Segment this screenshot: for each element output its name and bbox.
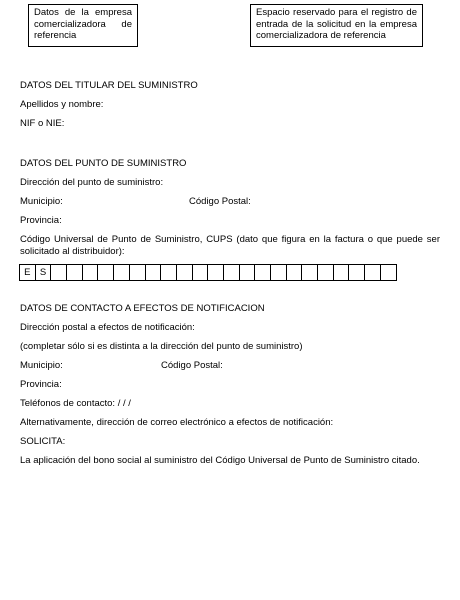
cups-cell[interactable] [365, 264, 381, 281]
cups-cell[interactable] [193, 264, 209, 281]
contact-address-label[interactable]: Dirección postal a efectos de notificación: [20, 322, 195, 333]
cups-cell[interactable] [255, 264, 271, 281]
name-label[interactable]: Apellidos y nombre: [20, 99, 104, 110]
cups-cell[interactable] [208, 264, 224, 281]
contact-address-note: (completar sólo si es distinta a la dirección del punto de suministro) [20, 341, 303, 352]
cups-cell[interactable] [240, 264, 256, 281]
supply-province-label[interactable]: Provincia: [20, 215, 62, 226]
cups-cell[interactable] [130, 264, 146, 281]
request-heading: SOLICITA: [20, 436, 66, 447]
cups-description: Código Universal de Punto de Suministro, CUPS (dato que figura en la factura o que puede ser solicitado al distribuidor): [20, 234, 440, 257]
cups-cell[interactable] [224, 264, 240, 281]
cups-cell[interactable]: S [36, 264, 52, 281]
cups-cell[interactable] [287, 264, 303, 281]
email-label[interactable]: Alternativamente, dirección de correo electrónico a efectos de notificación: [20, 417, 334, 428]
cups-cell[interactable]: E [20, 264, 36, 281]
contact-province-label[interactable]: Provincia: [20, 379, 62, 390]
cups-cell[interactable] [381, 264, 397, 281]
cups-cell[interactable] [161, 264, 177, 281]
cups-cell[interactable] [271, 264, 287, 281]
supply-municipality-label[interactable]: Municipio: [20, 196, 63, 207]
cups-cell[interactable] [51, 264, 67, 281]
nif-label[interactable]: NIF o NIE: [20, 118, 65, 129]
contact-heading: DATOS DE CONTACTO A EFECTOS DE NOTIFICACION [20, 303, 265, 314]
supply-point-heading: DATOS DEL PUNTO DE SUMINISTRO [20, 158, 187, 169]
cups-cell[interactable] [146, 264, 162, 281]
registry-space-text: Espacio reservado para el registro de entrada de la solicitud en la empresa comercializadora de referencia [256, 7, 417, 41]
contact-postal-label[interactable]: Código Postal: [161, 360, 223, 371]
cups-cell[interactable] [349, 264, 365, 281]
company-info-text: Datos de la empresa comercializadora de referencia [34, 7, 132, 41]
cups-grid[interactable] [19, 264, 397, 281]
titular-heading: DATOS DEL TITULAR DEL SUMINISTRO [20, 80, 198, 91]
phones-label[interactable]: Teléfonos de contacto: / / / [20, 398, 131, 409]
cups-cell[interactable] [318, 264, 334, 281]
supply-address-label[interactable]: Dirección del punto de suministro: [20, 177, 164, 188]
request-text: La aplicación del bono social al suministro del Código Universal de Punto de Suministro citado. [20, 455, 420, 466]
cups-cell[interactable] [83, 264, 99, 281]
registry-space-box [250, 4, 423, 47]
company-info-box [28, 4, 138, 47]
cups-cell[interactable] [302, 264, 318, 281]
contact-municipality-label[interactable]: Municipio: [20, 360, 63, 371]
cups-cell[interactable] [114, 264, 130, 281]
supply-postal-label[interactable]: Código Postal: [189, 196, 251, 207]
cups-cell[interactable] [177, 264, 193, 281]
cups-cell[interactable] [67, 264, 83, 281]
cups-cell[interactable] [98, 264, 114, 281]
cups-cell[interactable] [334, 264, 350, 281]
